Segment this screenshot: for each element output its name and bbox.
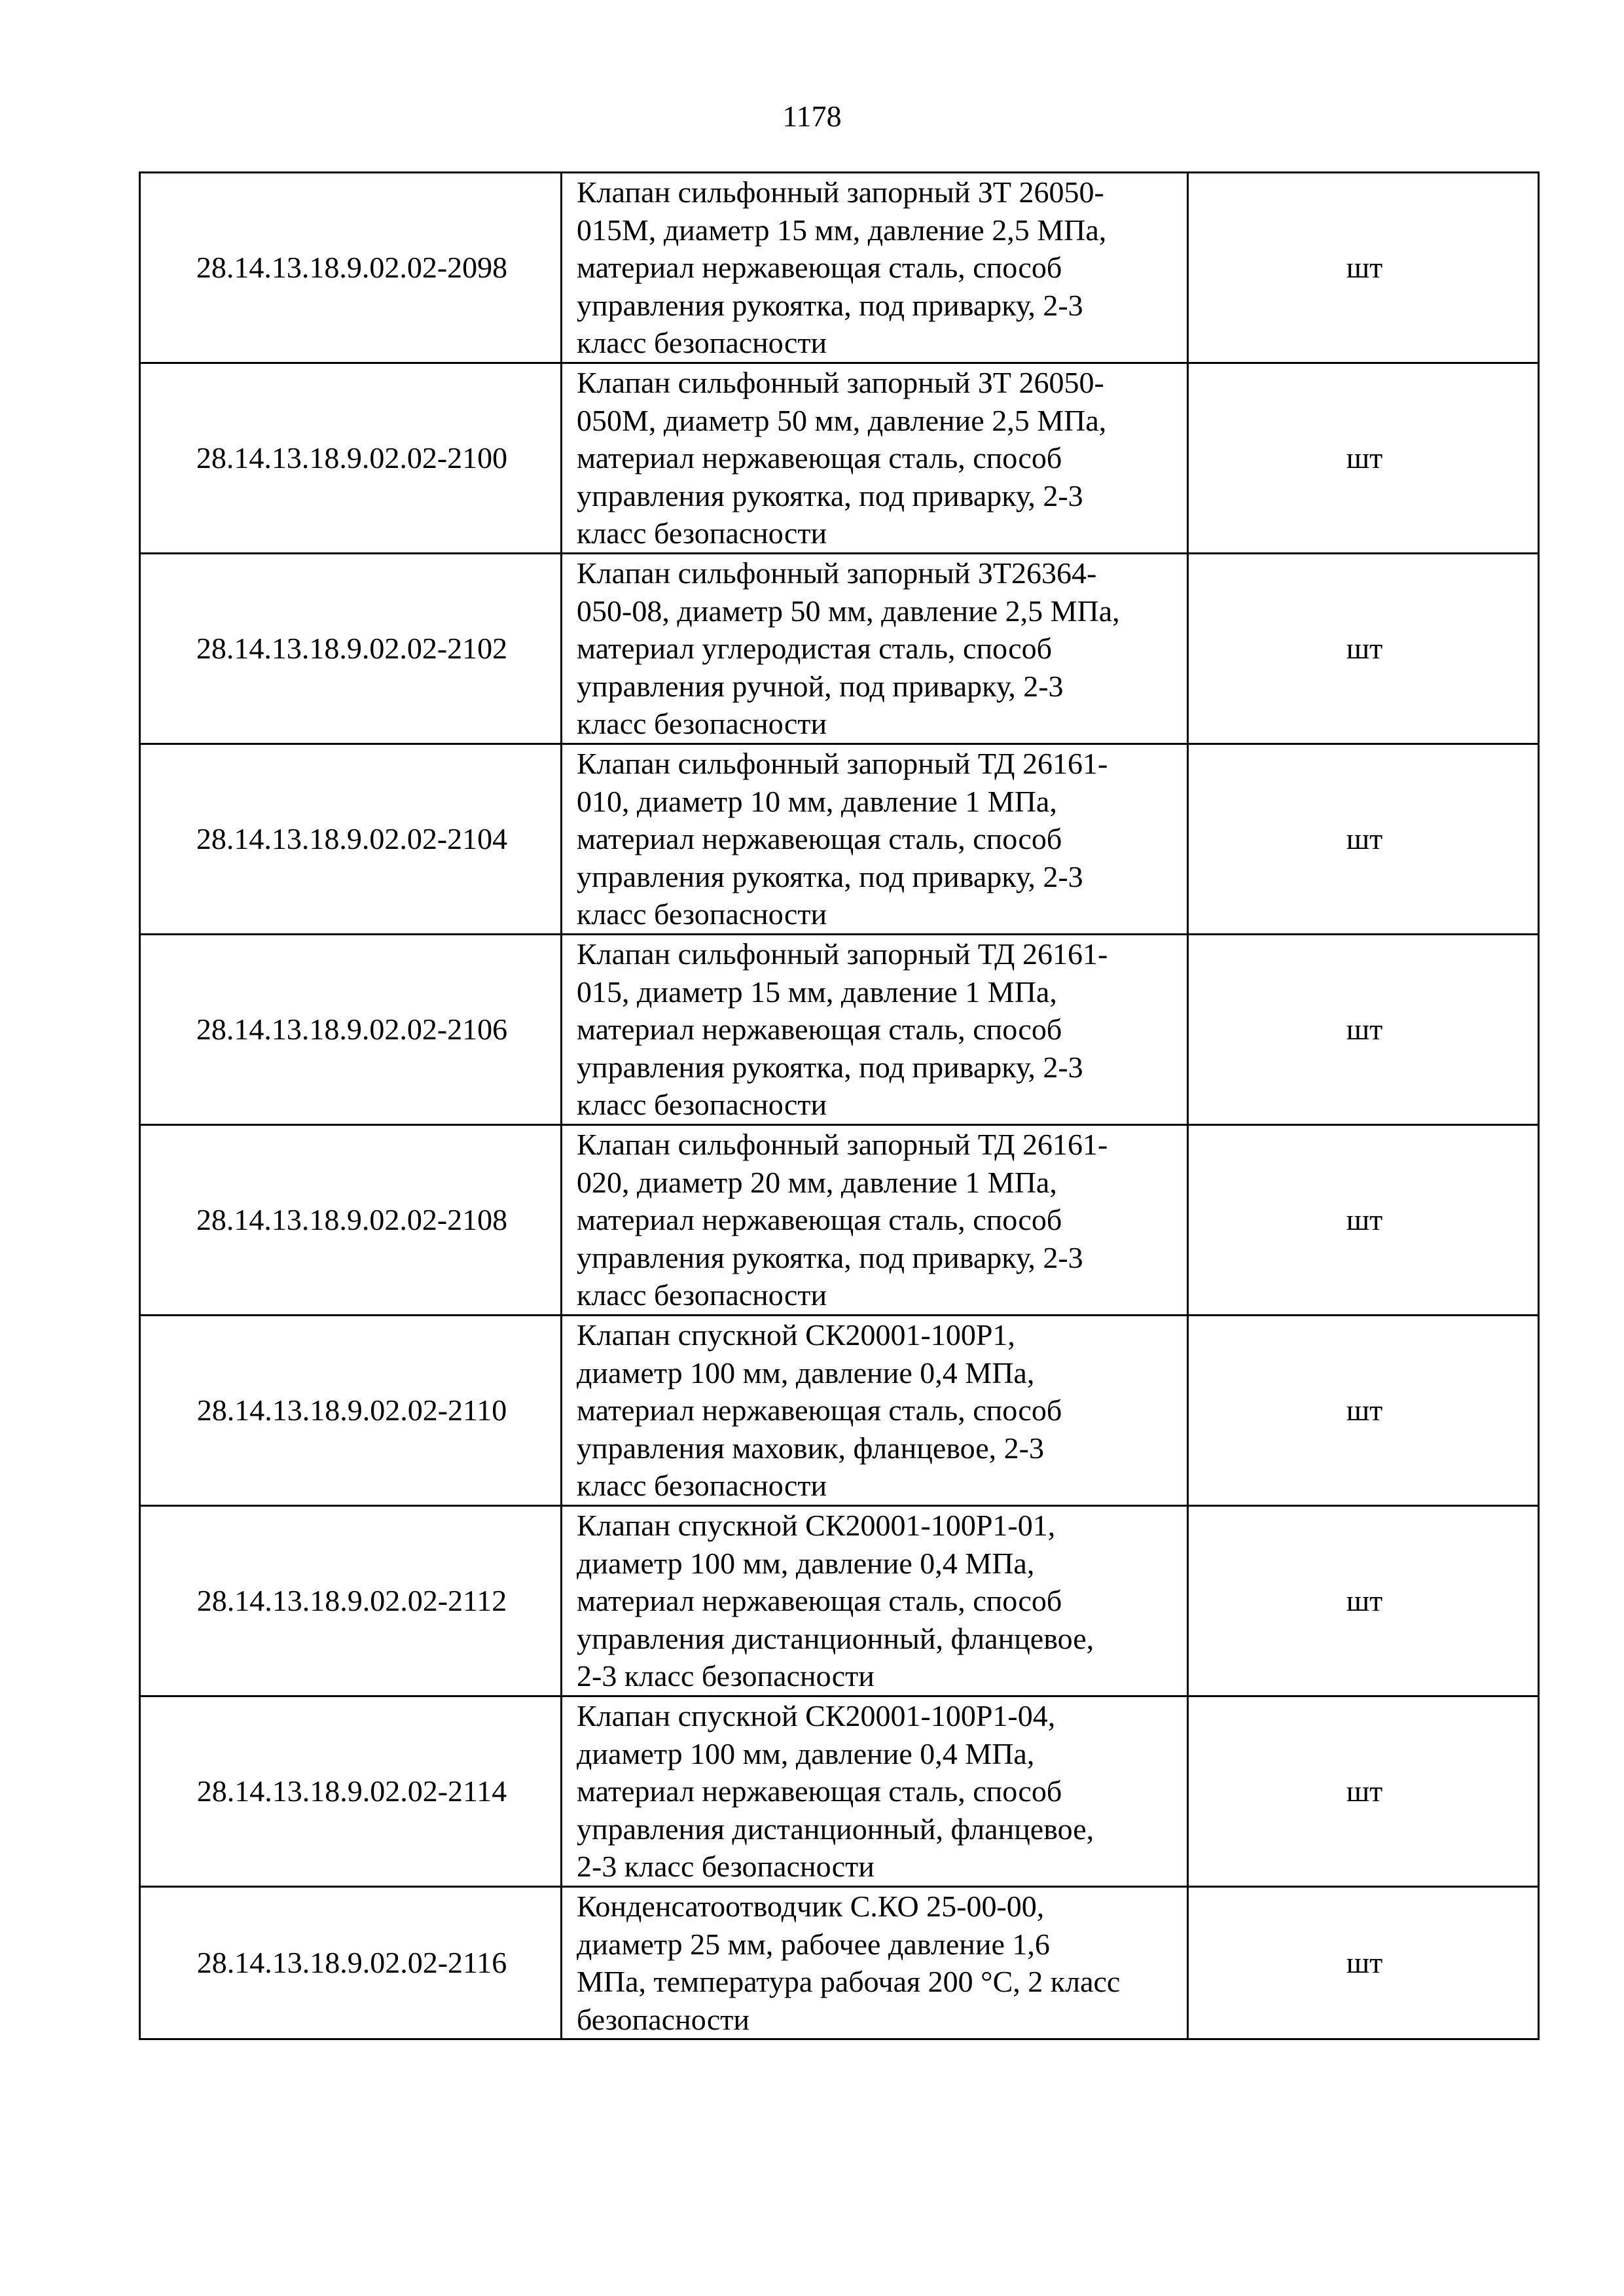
resource-description-cell: Клапан сильфонный запорный ЗТ 26050- 015М, диаметр 15 мм, давление 2,5 МПа, материал нержавеющая сталь, способ управления рукоятка, под приварку, 2-3 класс безопасности <box>562 173 1188 363</box>
unit-cell: шт <box>1188 1316 1539 1506</box>
resource-code-cell: 28.14.13.18.9.02.02-2104 <box>140 744 562 935</box>
resource-code-cell: 28.14.13.18.9.02.02-2098 <box>140 173 562 363</box>
unit-cell: шт <box>1188 744 1539 935</box>
unit-cell: шт <box>1188 1887 1539 2039</box>
unit-cell: шт <box>1188 1125 1539 1316</box>
resource-description-cell: Клапан сильфонный запорный ТД 26161- 010, диаметр 10 мм, давление 1 МПа, материал нержавеющая сталь, способ управления рукоятка, под приварку, 2-3 класс безопасности <box>562 744 1188 935</box>
specification-table <box>139 171 1540 2040</box>
page-number: 1178 <box>782 99 842 133</box>
resource-description-cell: Клапан спускной СК20001-100Р1-04, диаметр 100 мм, давление 0,4 МПа, материал нержавеющая сталь, способ управления дистанционный, фланцевое, 2-3 класс безопасности <box>562 1696 1188 1887</box>
table-row <box>140 173 1539 363</box>
table-row <box>140 363 1539 554</box>
resource-description-cell: Конденсатоотводчик С.КО 25-00-00, диаметр 25 мм, рабочее давление 1,6 МПа, температура рабочая 200 °С, 2 класс безопасности <box>562 1887 1188 2039</box>
table-row <box>140 1506 1539 1696</box>
resource-description-cell: Клапан сильфонный запорный ТД 26161- 015, диаметр 15 мм, давление 1 МПа, материал нержавеющая сталь, способ управления рукоятка, под приварку, 2-3 класс безопасности <box>562 935 1188 1125</box>
resource-code-cell: 28.14.13.18.9.02.02-2112 <box>140 1506 562 1696</box>
table-row <box>140 1125 1539 1316</box>
resource-description-cell: Клапан спускной СК20001-100Р1, диаметр 100 мм, давление 0,4 МПа, материал нержавеющая сталь, способ управления маховик, фланцевое, 2-3 класс безопасности <box>562 1316 1188 1506</box>
table-row <box>140 1696 1539 1887</box>
resource-code-cell: 28.14.13.18.9.02.02-2102 <box>140 554 562 744</box>
resource-code-cell: 28.14.13.18.9.02.02-2108 <box>140 1125 562 1316</box>
table-row <box>140 935 1539 1125</box>
resource-code-cell: 28.14.13.18.9.02.02-2106 <box>140 935 562 1125</box>
table-row <box>140 554 1539 744</box>
resource-code-cell: 28.14.13.18.9.02.02-2100 <box>140 363 562 554</box>
unit-cell: шт <box>1188 554 1539 744</box>
table-row <box>140 1887 1539 2039</box>
unit-cell: шт <box>1188 935 1539 1125</box>
resource-description-cell: Клапан сильфонный запорный ЗТ 26050- 050М, диаметр 50 мм, давление 2,5 МПа, материал нержавеющая сталь, способ управления рукоятка, под приварку, 2-3 класс безопасности <box>562 363 1188 554</box>
resource-code-cell: 28.14.13.18.9.02.02-2116 <box>140 1887 562 2039</box>
resource-code-cell: 28.14.13.18.9.02.02-2110 <box>140 1316 562 1506</box>
unit-cell: шт <box>1188 1696 1539 1887</box>
unit-cell: шт <box>1188 363 1539 554</box>
resource-code-cell: 28.14.13.18.9.02.02-2114 <box>140 1696 562 1887</box>
resource-description-cell: Клапан сильфонный запорный ТД 26161- 020, диаметр 20 мм, давление 1 МПа, материал нержавеющая сталь, способ управления рукоятка, под приварку, 2-3 класс безопасности <box>562 1125 1188 1316</box>
unit-cell: шт <box>1188 173 1539 363</box>
table-row <box>140 744 1539 935</box>
resource-description-cell: Клапан сильфонный запорный ЗТ26364- 050-08, диаметр 50 мм, давление 2,5 МПа, материал углеродистая сталь, способ управления ручной, под приварку, 2-3 класс безопасности <box>562 554 1188 744</box>
table-row <box>140 1316 1539 1506</box>
unit-cell: шт <box>1188 1506 1539 1696</box>
resource-description-cell: Клапан спускной СК20001-100Р1-01, диаметр 100 мм, давление 0,4 МПа, материал нержавеющая сталь, способ управления дистанционный, фланцевое, 2-3 класс безопасности <box>562 1506 1188 1696</box>
